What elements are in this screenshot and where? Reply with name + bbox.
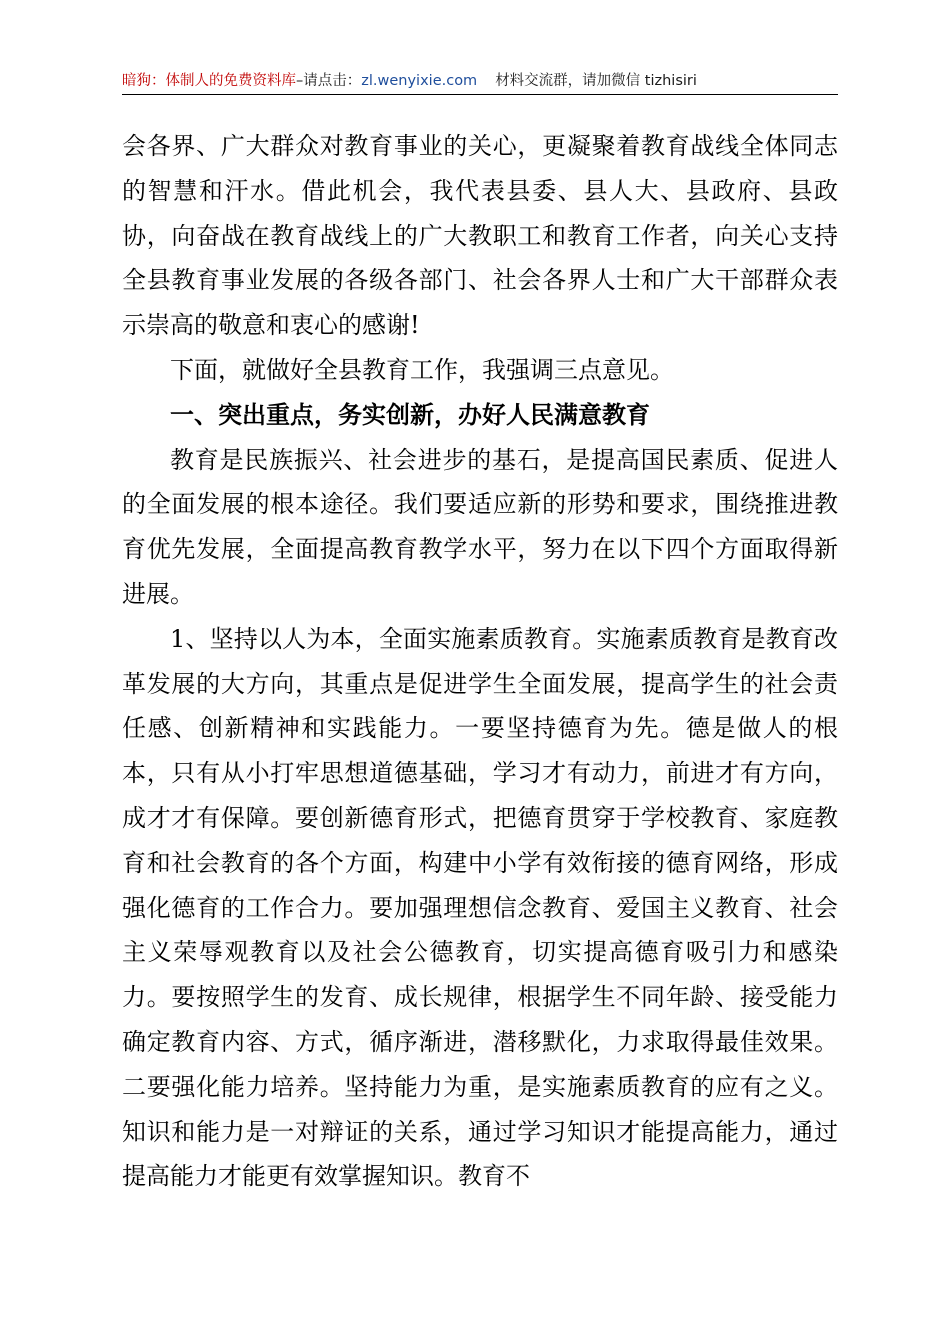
paragraph-3: 教育是民族振兴、社会进步的基石，是提高国民素质、促进人的全面发展的根本途径。我们要适应新的形势和要求，围绕推进教育优先发展，全面提高教育教学水平，努力在以下四个方面取得新进展。 [122,445,838,608]
header-site-name: 暗狗：体制人的免费资料库 [122,73,296,89]
paragraph-1: 会各界、广大群众对教育事业的关心，更凝聚着教育战线全体同志的智慧和汗水。借此机会，我代表县委、县人大、县政府、县政协，向奋战在教育战线上的广大教职工和教育工作者，向关心支持全县教育事业发展的各级各部门、社会各界人士和广大干部群众表示崇高的敬意和衷心的感谢! [122,132,838,340]
header-url-link[interactable]: zl.wenyixie.com [361,73,478,89]
paragraph-2: 下面，就做好全县教育工作，我强调三点意见。 [170,355,674,384]
header-contact: 材料交流群，请加微信 tizhisiri [495,73,697,89]
header-click-label: –请点击： [296,73,362,89]
page-header [122,70,838,92]
document-body [122,124,838,1199]
section-heading-1: 一、突出重点，务实创新，办好人民满意教育 [170,400,650,429]
paragraph-4: 1、坚持以人为本，全面实施素质教育。实施素质教育是教育改革发展的大方向，其重点是促进学生全面发展，提高学生的社会责任感、创新精神和实践能力。一要坚持德育为先。德是做人的根本，只有从小打牢思想道德基础，学习才有动力，前进才有方向，成才才有保障。要创新德育形式，把德育贯穿于学校教育、家庭教育和社会教育的各个方面，构建中小学有效衔接的德育网络，形成强化德育的工作合力。要加强理想信念教育、爱国主义教育、社会主义荣辱观教育以及社会公德教育，切实提高德育吸引力和感染力。要按照学生的发育、成长规律，根据学生不同年龄、接受能力确定教育内容、方式，循序渐进，潜移默化，力求取得最佳效果。二要强化能力培养。坚持能力为重，是实施素质教育的应有之义。知识和能力是一对辩证的关系，通过学习知识才能提高能力，通过提高能力才能更有效掌握知识。教育不 [122,624,838,1191]
header-divider [122,94,838,95]
